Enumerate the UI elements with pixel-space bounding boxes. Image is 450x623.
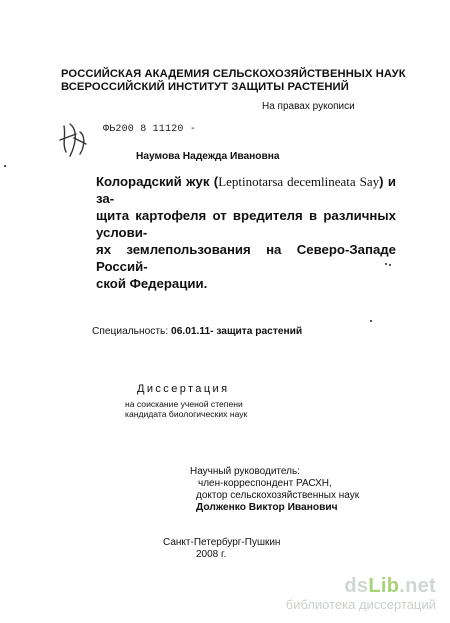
supervisor-title-2: доктор сельскохозяйственных наук — [196, 490, 360, 501]
watermark-subtitle: библиотека диссертаций — [285, 597, 436, 612]
specialty-label: Специальность: — [92, 326, 169, 337]
registration-number: ФЬ200 8 11120 - — [103, 124, 197, 135]
handwritten-signature — [56, 118, 96, 165]
dissertation-degree-line-2: кандидата биологических наук — [125, 409, 248, 419]
dissertation-title — [96, 173, 396, 292]
title-latin-name: Leptinotarsa decemlineata Say — [218, 174, 380, 189]
specialty — [92, 326, 302, 337]
specialty-value: 06.01.11- защита растений — [171, 326, 303, 337]
dissertation-degree-line-1: на соискание ученой степени — [125, 399, 243, 409]
manuscript-note: На правах рукописи — [262, 101, 355, 112]
city: Санкт-Петербург-Пушкин — [163, 537, 281, 548]
scan-speck — [385, 263, 387, 265]
title-line-4: ской Федерации. — [96, 276, 208, 291]
title-line-3: ях землепользования на Северо-Западе Россий- — [96, 242, 396, 274]
scan-speck — [4, 165, 6, 167]
institution-line-2: ВСЕРОССИЙСКИЙ ИНСТИТУТ ЗАЩИТЫ РАСТЕНИЙ — [61, 81, 349, 93]
title-line-1: Колорадский жук (Leptinotarsa decemlineata Say) и за- — [96, 174, 397, 206]
supervisor-label: Научный руководитель: — [190, 466, 300, 477]
year: 2008 г. — [196, 549, 227, 560]
scan-speck — [370, 320, 372, 322]
watermark — [286, 575, 436, 613]
watermark-logo: dsLib.net — [344, 575, 436, 597]
author-name: Наумова Надежда Ивановна — [136, 151, 280, 162]
title-line-2: щита картофеля от вредителя в различных услови- — [96, 208, 396, 240]
supervisor-title-1: член-корреспондент РАСХН, — [198, 478, 332, 489]
dissertation-heading: Диссертация — [137, 383, 230, 395]
scan-speck — [389, 264, 391, 266]
supervisor-name: Долженко Виктор Иванович — [196, 502, 338, 513]
institution-line-1: РОССИЙСКАЯ АКАДЕМИЯ СЕЛЬСКОХОЗЯЙСТВЕННЫХ НАУК — [61, 68, 406, 80]
